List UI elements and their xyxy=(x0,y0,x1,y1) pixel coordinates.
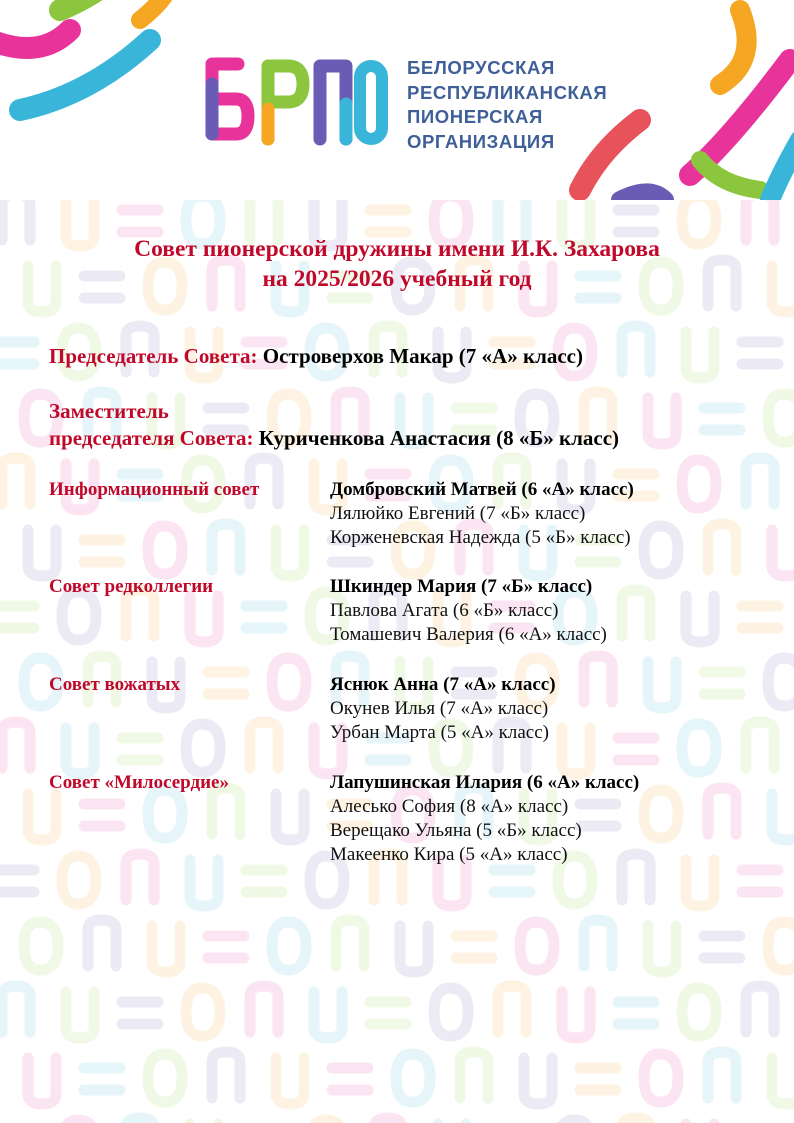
council-lead: Лапушинская Илария (6 «А» класс) xyxy=(330,772,640,793)
council-name: Совет «Милосердие» xyxy=(49,772,229,793)
org-name-line: БЕЛОРУССКАЯ xyxy=(407,57,555,78)
council-name: Совет редколлегии xyxy=(49,576,214,597)
deputy-name: Куриченкова Анастасия (8 «Б» класс) xyxy=(258,426,620,450)
council-member: Корженевская Надежда (5 «Б» класс) xyxy=(330,527,631,548)
council-member: Урбан Марта (5 «А» класс) xyxy=(330,722,549,743)
org-name-line: ОРГАНИЗАЦИЯ xyxy=(407,130,555,152)
council-name: Совет вожатых xyxy=(49,674,181,695)
page-subtitle: на 2025/2026 учебный год xyxy=(262,266,532,292)
council-member: Макеенко Кира (5 «А» класс) xyxy=(330,844,568,865)
council-lead: Шкиндер Мария (7 «Б» класс) xyxy=(330,576,593,597)
council-member: Окунев Илья (7 «А» класс) xyxy=(330,698,549,719)
council-member: Павлова Агата (6 «Б» класс) xyxy=(330,600,559,621)
council-lead: Домбровский Матвей (6 «А» класс) xyxy=(330,479,634,500)
org-name-line: ПИОНЕРСКАЯ xyxy=(407,106,543,127)
chairman-label: Председатель Совета: xyxy=(49,344,258,368)
deputy-label: председателя Совета: xyxy=(49,426,254,450)
council-lead: Яснюк Анна (7 «А» класс) xyxy=(330,674,556,695)
deputy-label: Заместитель xyxy=(49,399,169,423)
council-member: Томашевич Валерия (6 «А» класс) xyxy=(330,624,607,645)
org-name-line: РЕСПУБЛИКАНСКАЯ xyxy=(407,81,608,103)
council-member: Алесько София (8 «А» класс) xyxy=(330,796,569,817)
council-member: Верещако Ульяна (5 «Б» класс) xyxy=(330,820,582,841)
deputy-line xyxy=(49,425,619,451)
chairman-line xyxy=(49,343,583,369)
council-member: Лялюйко Евгений (7 «Б» класс) xyxy=(330,503,586,524)
chairman-name: Островерхов Макар (7 «А» класс) xyxy=(262,344,583,368)
council-name: Информационный совет xyxy=(49,479,260,500)
deputy-label-line1 xyxy=(49,398,169,424)
page-title: Совет пионерской дружины имени И.К. Захарова xyxy=(134,236,660,262)
